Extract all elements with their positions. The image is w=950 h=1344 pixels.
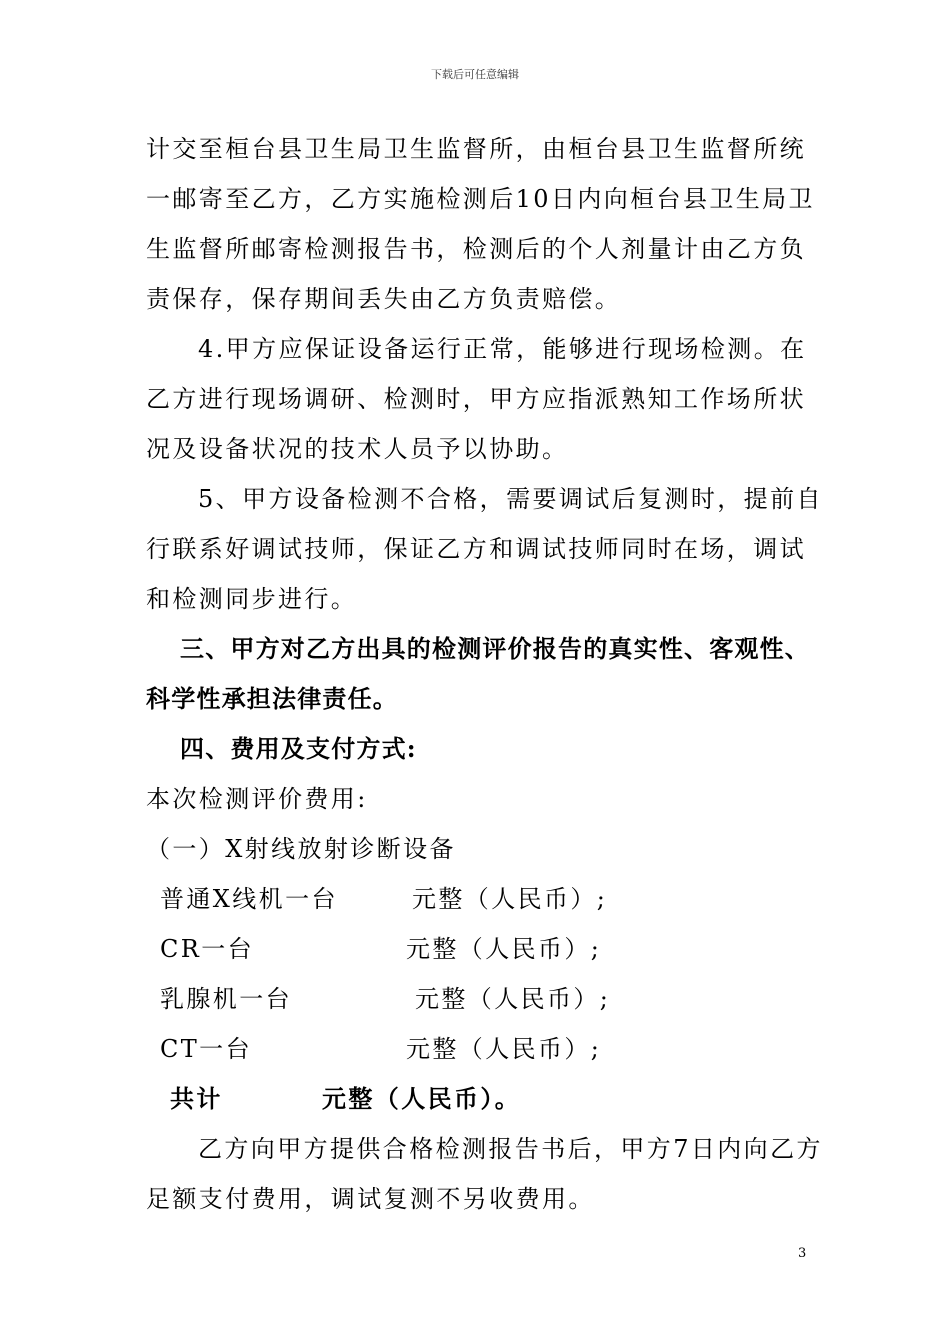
fee-item-label: 普通X线机一台	[160, 885, 338, 913]
clause-5: 5、甲方设备检测不合格，需要调试后复测时，提前自	[198, 485, 823, 513]
payment-terms: 乙方向甲方提供合格检测报告书后，甲方7日内向乙方	[198, 1135, 823, 1163]
payment-terms-cont: 足额支付费用，调试复测不另收费用。	[146, 1185, 595, 1213]
body-line: 和检测同步进行。	[146, 585, 358, 613]
page-number: 3	[798, 1246, 807, 1261]
body-line: 一邮寄至乙方，乙方实施检测后10日内向桓台县卫生局卫	[146, 185, 815, 213]
fee-item-amount: 元整（人民币）;	[415, 985, 611, 1013]
fee-total-label: 共计	[170, 1084, 223, 1113]
body-line: 乙方进行现场调研、检测时，甲方应指派熟知工作场所状	[146, 385, 806, 413]
body-line: 况及设备状况的技术人员予以协助。	[146, 435, 569, 463]
body-line: 责保存，保存期间丢失由乙方负责赔偿。	[146, 285, 622, 313]
fee-item-amount: 元整（人民币）;	[406, 935, 602, 963]
fee-item-label: 乳腺机一台	[160, 985, 292, 1013]
fee-item-amount: 元整（人民币）;	[412, 885, 608, 913]
clause-4: 4.甲方应保证设备运行正常，能够进行现场检测。在	[198, 335, 807, 363]
section-3-heading: 三、甲方对乙方出具的检测评价报告的真实性、客观性、	[180, 634, 810, 663]
section-4-heading: 四、费用及支付方式:	[180, 734, 417, 763]
body-line: 行联系好调试技师，保证乙方和调试技师同时在场，调试	[146, 535, 806, 563]
section-3-heading-cont: 科学性承担法律责任。	[146, 684, 398, 713]
fee-item-amount: 元整（人民币）;	[406, 1035, 602, 1063]
body-line: 计交至桓台县卫生局卫生监督所，由桓台县卫生监督所统	[146, 135, 806, 163]
fee-item-label: CR一台	[160, 935, 255, 963]
fee-intro: 本次检测评价费用:	[146, 785, 368, 813]
fee-item-label: CT一台	[160, 1035, 252, 1063]
fee-total-amount: 元整（人民币）。	[322, 1084, 522, 1113]
page-header: 下载后可任意编辑	[431, 68, 519, 81]
equipment-category: （一）X射线放射诊断设备	[146, 835, 456, 863]
body-line: 生监督所邮寄检测报告书，检测后的个人剂量计由乙方负	[146, 235, 806, 263]
